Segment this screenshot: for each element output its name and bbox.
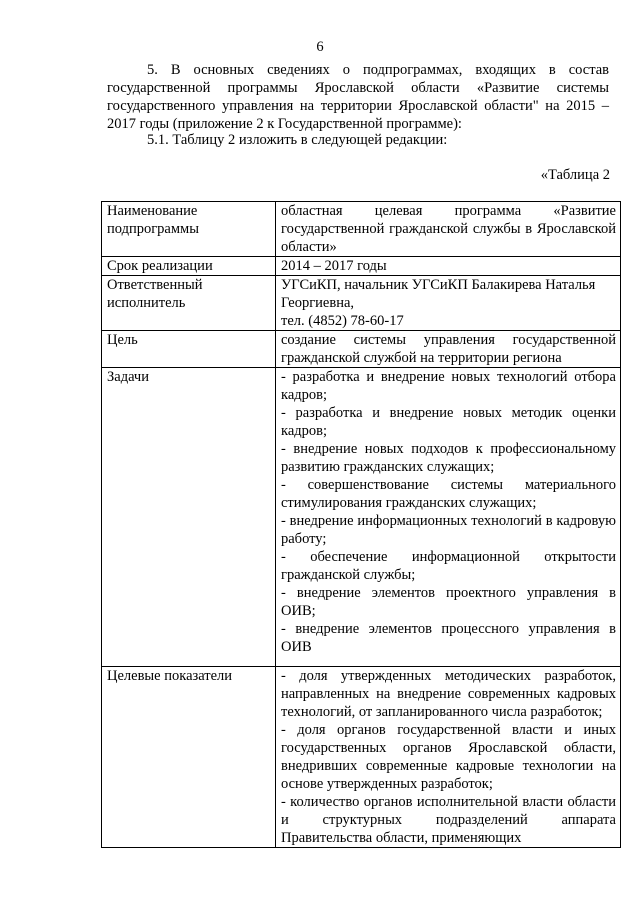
indicator-item: - количество органов исполнительной власти области и структурных подразделений аппарата Правительства области, применяющих [281, 794, 616, 846]
task-item: - разработка и внедрение новых технологий отбора кадров; [281, 369, 616, 403]
table-row [102, 368, 621, 667]
responsible-line: Георгиевна, [281, 295, 355, 311]
task-item: - разработка и внедрение новых методик оценки кадров; [281, 405, 616, 439]
row-label-responsible: Ответственный исполнитель [102, 276, 276, 331]
page-number: 6 [316, 39, 324, 55]
row-value-responsible [276, 276, 621, 331]
indicator-item: - доля органов государственной власти и иных государственных органов Ярославской области, внедривших современные кадровые технологии на основе утвержденных разработок; [281, 722, 616, 792]
row-label-tasks: Задачи [102, 368, 276, 667]
row-label-indicators: Целевые показатели [102, 667, 276, 848]
responsible-line: тел. (4852) 78-60-17 [281, 313, 404, 329]
row-value-name: областная целевая программа «Развитие государственной гражданской службы в Ярославской области» [276, 202, 621, 257]
row-label-goal: Цель [102, 331, 276, 368]
paragraph-instruction: 5.1. Таблицу 2 изложить в следующей редакции: [147, 132, 448, 148]
table-row [102, 667, 621, 848]
task-item: - внедрение информационных технологий в кадровую работу; [281, 513, 616, 547]
task-item: - обеспечение информационной открытости гражданской службы; [281, 549, 616, 583]
paragraph-intro: 5. В основных сведениях о подпрограммах, входящих в состав государственной программы Ярославской области «Развитие системы государственного управления на территории Ярославской области" на 2015 – 2017 годы (приложение 2 к Государственной программе): [107, 62, 609, 132]
table-caption: «Таблица 2 [540, 167, 610, 183]
row-label-name: Наименование подпрограммы [102, 202, 276, 257]
table-row [102, 276, 621, 331]
responsible-line: УГСиКП, начальник УГСиКП Балакирева Наталья [281, 277, 596, 293]
row-label-term: Срок реализации [102, 257, 276, 276]
table-row [102, 257, 621, 276]
row-value-term: 2014 – 2017 годы [276, 257, 621, 276]
row-value-tasks [276, 368, 621, 667]
task-item: - внедрение элементов процессного управления в ОИВ [281, 621, 616, 655]
subprogram-table [101, 201, 621, 848]
task-item: - внедрение элементов проектного управления в ОИВ; [281, 585, 616, 619]
table-row [102, 202, 621, 257]
task-item: - совершенствование системы материального стимулирования гражданских служащих; [281, 477, 616, 511]
table-row [102, 331, 621, 368]
indicator-item: - доля утвержденных методических разработок, направленных на внедрение современных кадровых технологий, от запланированного числа разработок; [281, 668, 616, 720]
task-item: - внедрение новых подходов к профессиональному развитию гражданских служащих; [281, 441, 616, 475]
row-value-goal: создание системы управления государственной гражданской службой на территории региона [276, 331, 621, 368]
row-value-indicators [276, 667, 621, 848]
